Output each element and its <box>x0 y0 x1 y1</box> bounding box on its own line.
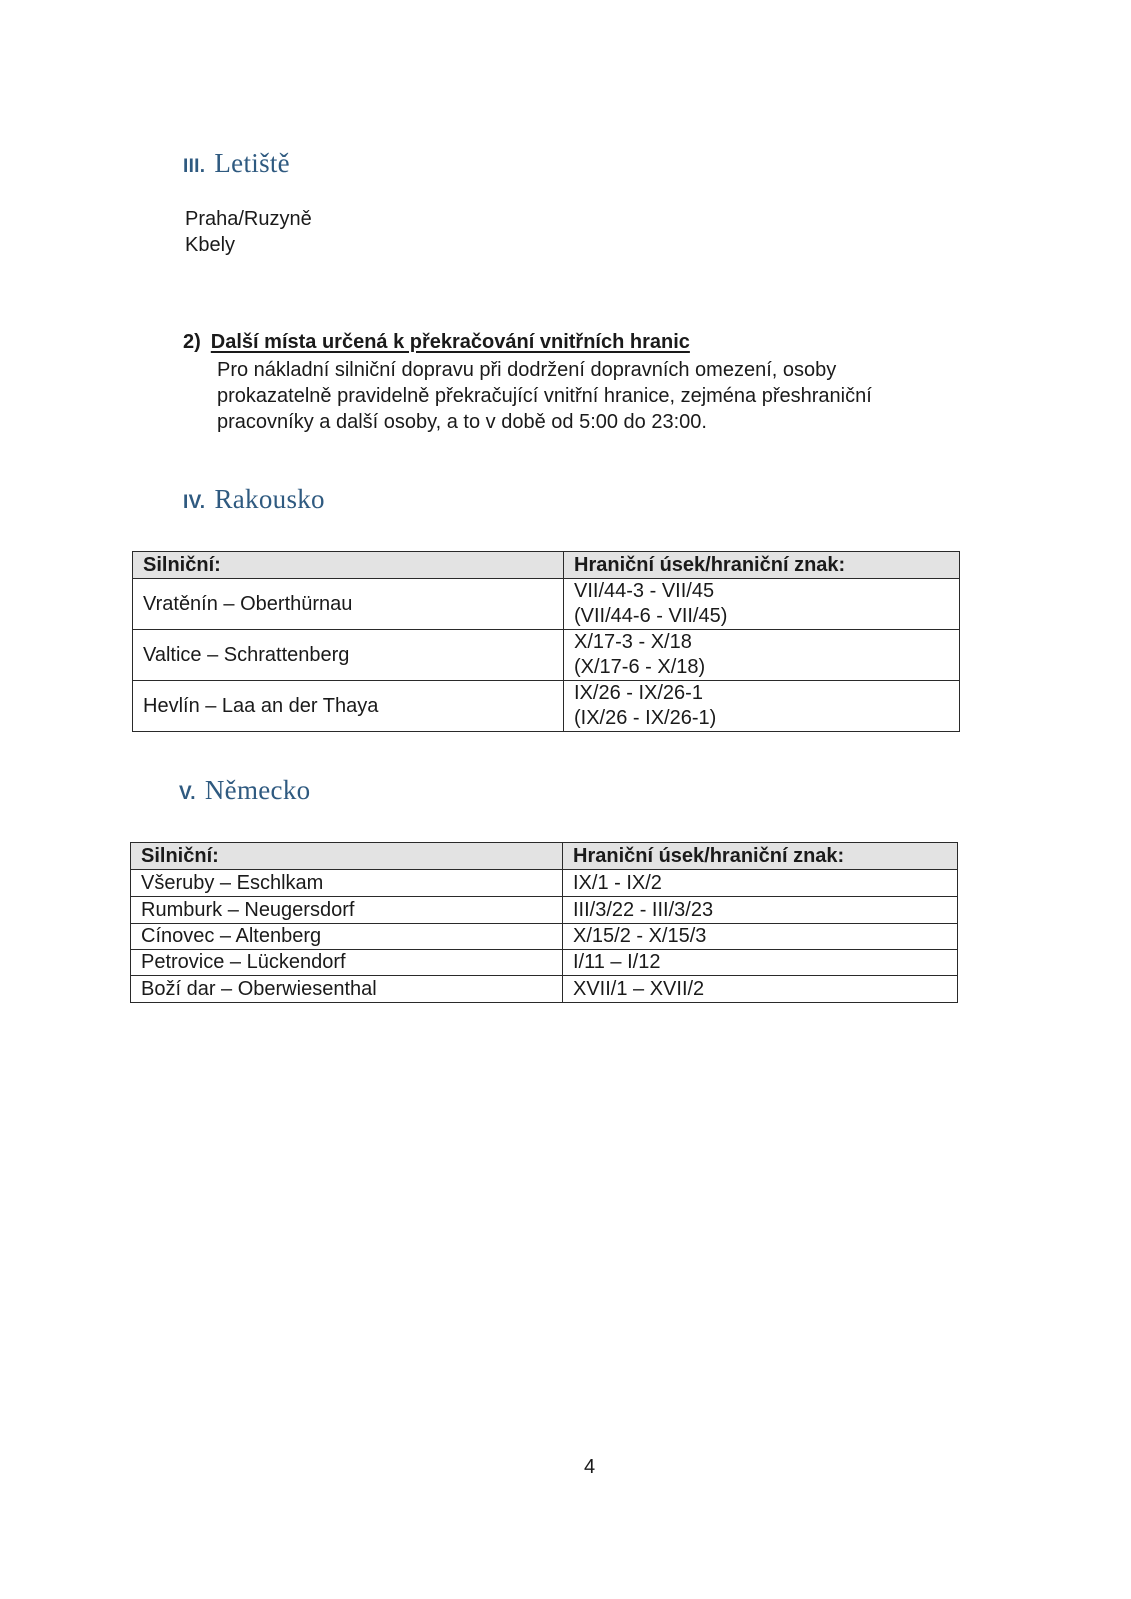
section-title: Letiště <box>214 148 290 178</box>
crossing-name: Rumburk – Neugersdorf <box>131 897 563 924</box>
column-header: Silniční: <box>131 843 563 870</box>
other-places-body <box>217 357 872 435</box>
border-code: IX/1 - IX/2 <box>563 870 958 897</box>
section-heading-letiste <box>183 148 290 179</box>
other-places-heading <box>183 331 690 354</box>
column-header: Hraniční úsek/hraniční znak: <box>563 843 958 870</box>
table-row <box>131 950 958 976</box>
crossing-name: Valtice – Schrattenberg <box>133 630 564 681</box>
item-title: Další místa určená k překračování vnitřních hranic <box>210 331 690 353</box>
crossing-name: Boží dar – Oberwiesenthal <box>131 976 563 1003</box>
border-code: I/11 – I/12 <box>563 950 958 976</box>
section-title: Rakousko <box>214 484 325 514</box>
crossing-name: Hevlín – Laa an der Thaya <box>133 681 564 732</box>
table-row <box>133 630 960 681</box>
column-header: Hraniční úsek/hraniční znak: <box>564 552 960 579</box>
table-row <box>133 579 960 630</box>
border-code-line: X/17-3 - X/18 <box>574 631 692 653</box>
item-number: 2) <box>183 331 201 353</box>
border-code: III/3/22 - III/3/23 <box>563 897 958 924</box>
crossing-name: Cínovec – Altenberg <box>131 924 563 950</box>
border-code <box>564 630 960 681</box>
section-title: Německo <box>204 775 311 805</box>
rakousko-table <box>132 551 960 732</box>
page-number: 4 <box>584 1456 596 1478</box>
table-row <box>131 870 958 897</box>
crossing-name: Všeruby – Eschlkam <box>131 870 563 897</box>
table-row <box>131 976 958 1003</box>
body-line: prokazatelně pravidelně překračující vnitřní hranice, zejména přeshraniční <box>217 385 872 407</box>
section-number: V. <box>179 783 196 804</box>
border-code <box>564 579 960 630</box>
body-line: pracovníky a další osoby, a to v době od 5:00 do 23:00. <box>217 411 707 433</box>
section-number: III. <box>183 156 206 177</box>
airport-list <box>185 206 312 258</box>
border-code-line: (X/17-6 - X/18) <box>574 656 706 678</box>
airport-item: Kbely <box>185 234 236 256</box>
border-code-line: VII/44-3 - VII/45 <box>574 580 715 602</box>
crossing-name: Vratěnín – Oberthürnau <box>133 579 564 630</box>
border-code <box>564 681 960 732</box>
section-number: IV. <box>183 492 206 513</box>
table-row <box>133 681 960 732</box>
border-code-line: IX/26 - IX/26-1 <box>574 682 703 704</box>
border-code: XVII/1 – XVII/2 <box>563 976 958 1003</box>
border-code-line: (IX/26 - IX/26-1) <box>574 707 717 729</box>
table-row <box>131 897 958 924</box>
body-line: Pro nákladní silniční dopravu při dodržení dopravních omezení, osoby <box>217 359 837 381</box>
section-heading-nemecko <box>179 775 310 806</box>
table-row <box>131 924 958 950</box>
border-code-line: (VII/44-6 - VII/45) <box>574 605 728 627</box>
section-heading-rakousko <box>183 484 325 515</box>
column-header: Silniční: <box>133 552 564 579</box>
nemecko-table <box>130 842 958 1003</box>
border-code: X/15/2 - X/15/3 <box>563 924 958 950</box>
airport-item: Praha/Ruzyně <box>185 208 312 230</box>
crossing-name: Petrovice – Lückendorf <box>131 950 563 976</box>
